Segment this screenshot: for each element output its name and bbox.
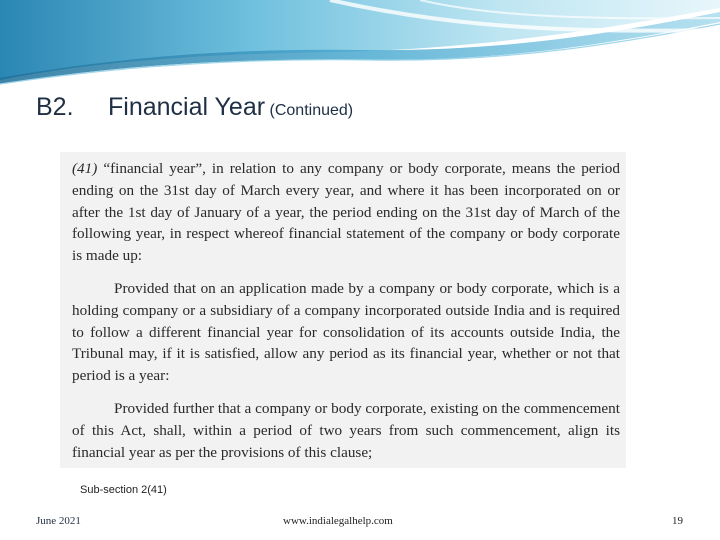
section-number: (41) xyxy=(72,160,98,177)
footer-website: www.indialegalhelp.com xyxy=(283,515,393,527)
excerpt-para-definition xyxy=(72,158,620,267)
excerpt-text xyxy=(72,158,620,474)
excerpt-caption: Sub-section 2(41) xyxy=(80,484,167,496)
excerpt-para-proviso-1: Provided that on an application made by a company or body corporate, which is a holding company or a subsidiary of a company incorporated outside India and is required to follow a different financial year for consolidation of its accounts outside India, the Tribunal may, if it is satisfied, allow any period as its financial year, whether or not that period is a year: xyxy=(72,279,620,385)
header-wave-banner xyxy=(0,0,720,90)
page-number: 19 xyxy=(672,515,683,527)
title-text: Financial Year xyxy=(108,93,266,121)
slide-number: B2. xyxy=(36,93,74,121)
footer-date: June 2021 xyxy=(36,515,81,527)
title-subtitle: (Continued) xyxy=(269,102,354,119)
slide-title xyxy=(36,93,353,129)
excerpt-para-proviso-2: Provided further that a company or body corporate, existing on the commencement of this Act, shall, within a period of two years from such commencement, align its financial year as per the provisions of this clause; xyxy=(72,399,620,461)
definition-text: “financial year”, in relation to any company or body corporate, means the period ending on the 31st day of March every year, and where it has been incorporated on or after the 1st day of January of a year, the period ending on the 31st day of March of the following year, in respect whereof financial statement of the company or body corporate is made up: xyxy=(72,160,620,265)
